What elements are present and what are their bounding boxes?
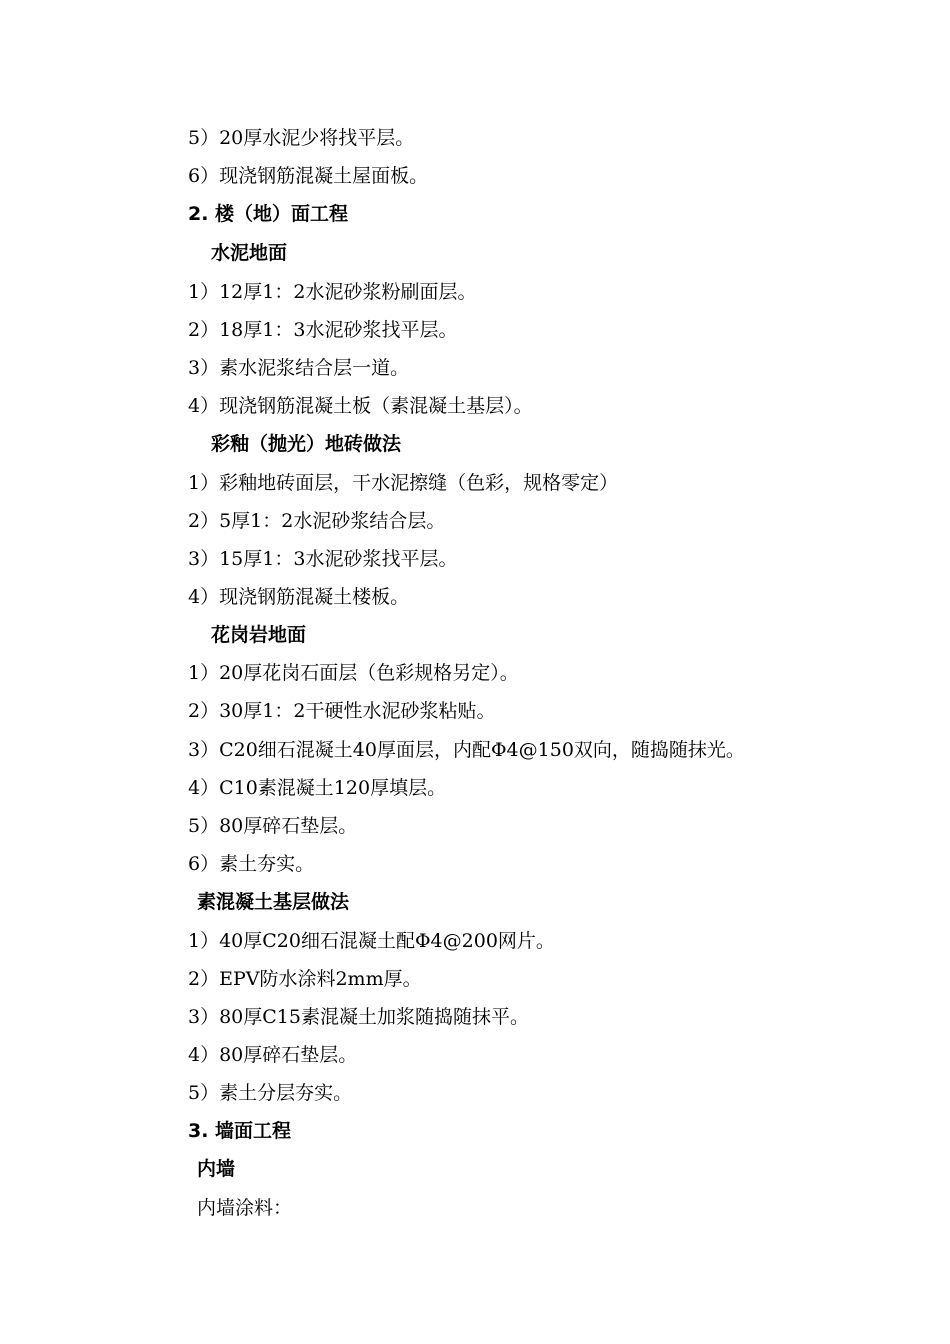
- list-item: 2）30厚1：2干硬性水泥砂浆粘贴。: [188, 700, 496, 722]
- list-item: 3）80厚C15素混凝土加浆随捣随抹平。: [188, 1006, 529, 1028]
- list-item: 2）EPV防水涂料2mm厚。: [188, 968, 422, 990]
- list-item: 6）现浇钢筋混凝土屋面板。: [188, 165, 429, 187]
- subsection-heading: 彩釉（抛光）地砖做法: [211, 433, 402, 455]
- list-item: 1）20厚花岗石面层（色彩规格另定）。: [188, 662, 519, 684]
- list-item: 3）15厚1：3水泥砂浆找平层。: [188, 548, 458, 570]
- list-item: 4）C10素混凝土120厚填层。: [188, 777, 447, 799]
- subsection-heading: 内墙: [197, 1158, 236, 1180]
- list-item: 5）素土分层夯实。: [188, 1082, 353, 1104]
- list-item: 3）素水泥浆结合层一道。: [188, 357, 410, 379]
- list-item: 4）现浇钢筋混凝土板（素混凝土基层）。: [188, 395, 533, 417]
- subsection-heading: 水泥地面: [211, 242, 288, 264]
- list-item: 5）80厚碎石垫层。: [188, 815, 358, 837]
- list-item: 4）现浇钢筋混凝土楼板。: [188, 586, 410, 608]
- subsection-heading: 花岗岩地面: [211, 624, 307, 646]
- section-heading: 3. 墙面工程: [188, 1120, 292, 1142]
- list-item: 6）素土夯实。: [188, 853, 315, 875]
- subsection-heading: 素混凝土基层做法: [197, 891, 350, 913]
- list-item: 1）40厚C20细石混凝土配Φ4@200网片。: [188, 930, 555, 952]
- list-item: 2）18厚1：3水泥砂浆找平层。: [188, 319, 458, 341]
- list-item: 4）80厚碎石垫层。: [188, 1044, 358, 1066]
- list-item: 2）5厚1：2水泥砂浆结合层。: [188, 510, 446, 532]
- list-item: 1）彩釉地砖面层，干水泥擦缝（色彩，规格零定）: [188, 472, 619, 494]
- section-heading: 2. 楼（地）面工程: [188, 203, 349, 225]
- list-item: 1）12厚1：2水泥砂浆粉刷面层。: [188, 281, 477, 303]
- paragraph: 内墙涂料：: [197, 1197, 293, 1219]
- list-item: 3）C20细石混凝土40厚面层，内配Φ4@150双向，随捣随抹光。: [188, 739, 745, 761]
- list-item: 5）20厚水泥少将找平层。: [188, 127, 415, 149]
